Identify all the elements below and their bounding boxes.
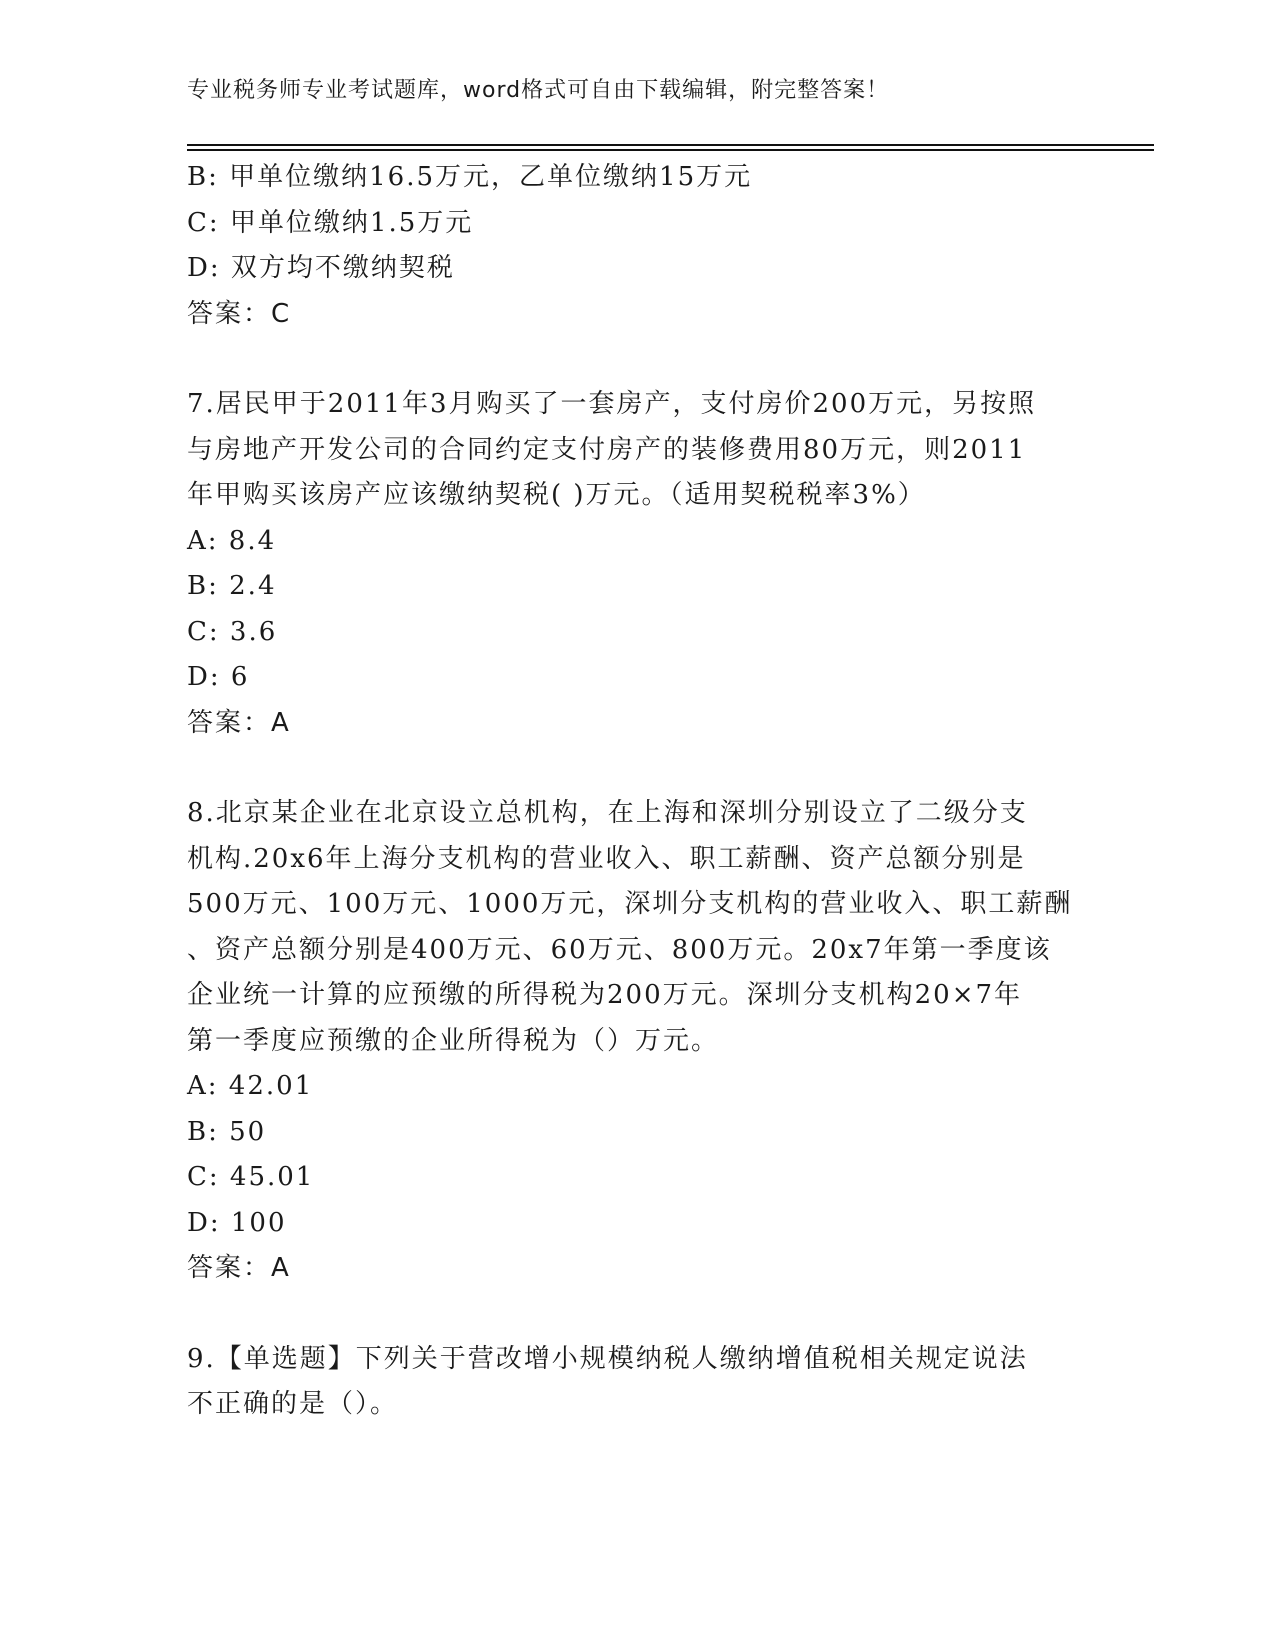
option-b: B: 甲单位缴纳16.5万元，乙单位缴纳15万元 bbox=[187, 162, 753, 192]
question-text-line: 9.【单选题】下列关于营改增小规模纳税人缴纳增值税相关规定说法 bbox=[187, 1343, 1028, 1374]
option-d: D: 100 bbox=[187, 1207, 287, 1238]
option-b: B: 50 bbox=[187, 1116, 267, 1147]
header-rule-bottom bbox=[187, 149, 1154, 151]
question-text-line: 与房地产开发公司的合同约定支付房产的装修费用80万元，则2011 bbox=[187, 434, 1027, 465]
option-d: D: 双方均不缴纳契税 bbox=[187, 253, 455, 283]
question-text-line: 7.居民甲于2011年3月购买了一套房产，支付房价200万元，另按照 bbox=[187, 389, 1037, 419]
question-9 bbox=[187, 1337, 1087, 1428]
answer-line: 答案：A bbox=[187, 1253, 291, 1283]
option-a: A: 42.01 bbox=[187, 1071, 314, 1101]
option-a: A: 8.4 bbox=[187, 525, 277, 556]
page-header: 专业税务师专业考试题库，word格式可自由下载编辑，附完整答案！ bbox=[187, 78, 890, 103]
question-8 bbox=[187, 791, 1087, 1292]
question-7 bbox=[187, 382, 1087, 746]
question-text-line: 第一季度应预缴的企业所得税为（）万元。 bbox=[187, 1025, 720, 1056]
option-d: D: 6 bbox=[187, 662, 250, 692]
question-6-tail bbox=[187, 155, 1087, 337]
header-rule-top bbox=[187, 144, 1154, 146]
answer-line: 答案：A bbox=[187, 707, 291, 738]
option-c: C: 3.6 bbox=[187, 616, 278, 647]
question-text-line: 机构.20x6年上海分支机构的营业收入、职工薪酬、资产总额分别是 bbox=[187, 843, 1026, 874]
question-text-line: 不正确的是（）。 bbox=[187, 1389, 399, 1419]
option-b: B: 2.4 bbox=[187, 571, 277, 601]
answer-line: 答案：C bbox=[187, 298, 292, 329]
option-c: C: 甲单位缴纳1.5万元 bbox=[187, 207, 474, 238]
question-text-line: 8.北京某企业在北京设立总机构，在上海和深圳分别设立了二级分支 bbox=[187, 798, 1028, 828]
question-text-line: 、资产总额分别是400万元、60万元、800万元。20x7年第一季度该 bbox=[187, 934, 1052, 965]
option-c: C: 45.01 bbox=[187, 1162, 315, 1192]
document-body bbox=[187, 155, 1087, 1428]
question-text-line: 年甲购买该房产应该缴纳契税( )万元。（适用契税税率3%） bbox=[187, 480, 926, 510]
question-text-line: 500万元、100万元、1000万元，深圳分支机构的营业收入、职工薪酬 bbox=[187, 889, 1073, 919]
question-text-line: 企业统一计算的应预缴的所得税为200万元。深圳分支机构20×7年 bbox=[187, 980, 1023, 1010]
